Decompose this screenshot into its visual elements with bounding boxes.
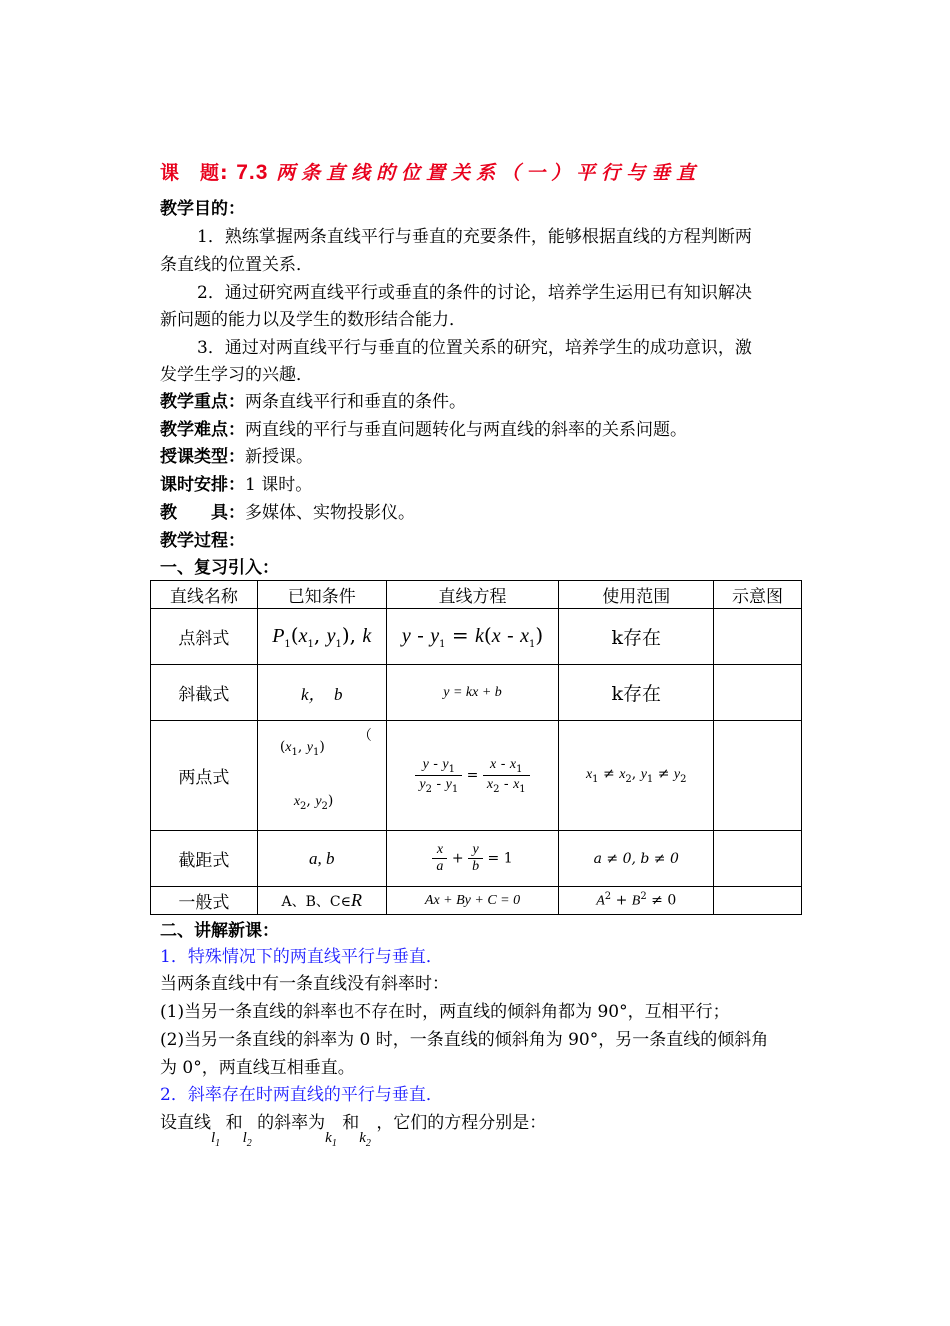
teaching-tools [160,502,415,524]
teaching-tools-label: 教 具： [160,503,245,523]
section-1-para-3b: 为 0°，两直线互相垂直。 [160,1058,355,1078]
row-equation: $\frac{y - y_1}{y_2 - y_1}$ = $\frac{x - x_1}{x_2 - x_1}$ [386,721,559,831]
open-paren: （ [357,728,372,744]
row-condition: ($x_1$, $y_1$) （ $x_2$, $y_2$) [257,721,386,831]
section-1-para-1: 当两条直线中有一条直线没有斜率时： [160,974,449,994]
row-condition [257,887,386,915]
row-equation: $y - y_1 = k(x - x_1)$ [386,609,559,665]
difficult-point [160,419,687,441]
header-cell: 直线方程 [386,581,559,609]
key-point-label: 教学重点： [160,392,245,412]
text-fragment: 和 [225,1113,243,1133]
text-fragment: 和 [342,1113,360,1133]
lesson-type [160,446,313,468]
row-range: $x_1 \ne x_2$, $y_1 \ne y_2$ [559,721,714,831]
text-fragment: 的斜率为 [257,1113,326,1133]
real-set-symbol: R [350,890,362,910]
objective-1-line-1: 1．熟练掌握两条直线平行与垂直的充要条件，能够根据直线的方程判断两 [197,227,752,247]
key-point-text: 两条直线平行和垂直的条件。 [245,392,466,412]
row-diagram [714,665,802,721]
header-cell: 已知条件 [257,581,386,609]
review-heading: 一、复习引入： [160,558,279,578]
text-fragment: 设直线 [160,1113,211,1133]
row-diagram [714,609,802,665]
row-diagram [714,887,802,915]
row-range: $A^2 + B^2 \ne 0$ [559,887,714,915]
lesson-title [160,158,701,185]
title-code: 7.3 [236,161,269,184]
row-condition: k， b [257,665,386,721]
table-header-row [151,581,802,609]
difficult-point-text: 两直线的平行与垂直问题转化与两直线的斜率的关系问题。 [245,420,687,440]
section-2-title: 2．斜率存在时两直线的平行与垂直． [160,1085,443,1105]
row-condition: $P_1(x_1$, $y_1$), k [257,609,386,665]
table-row [151,887,802,915]
lesson-type-label: 授课类型： [160,447,245,467]
objective-3-line-2: 发学生学习的兴趣． [160,365,313,385]
key-point [160,391,466,413]
objective-2-line-1: 2．通过研究两直线平行或垂直的条件的讨论，培养学生运用已有知识解决 [197,283,752,303]
row-diagram [714,831,802,887]
objective-2-line-2: 新问题的能力以及学生的数形结合能力． [160,310,466,330]
row-equation: Ax + By + C = 0 [386,887,559,915]
objective-3-line-1: 3．通过对两直线平行与垂直的位置关系的研究，培养学生的成功意识，激 [197,338,752,358]
header-cell: 直线名称 [151,581,258,609]
new-lesson-heading: 二、讲解新课： [160,921,279,941]
row-condition-text: A、B、C∈ [281,894,351,910]
row-diagram [714,721,802,831]
row-name: 两点式 [151,721,258,831]
table-row [151,609,802,665]
lesson-type-text: 新授课。 [245,447,313,467]
header-cell: 示意图 [714,581,802,609]
process-heading: 教学过程： [160,531,245,551]
section-2-para-1: 设直线$l_1$ 和$l_2$ 的斜率为$k_1$ 和$k_2$ ，它们的方程分别是： [160,1113,547,1149]
row-name: 一般式 [151,887,258,915]
lesson-time-text: 1 课时。 [245,475,313,495]
table-row [151,721,802,831]
table-row [151,665,802,721]
header-cell: 使用范围 [559,581,714,609]
objective-1-line-2: 条直线的位置关系． [160,255,313,275]
lesson-time [160,474,312,496]
difficult-point-label: 教学难点： [160,420,245,440]
section-1-title: 1．特殊情况下的两直线平行与垂直． [160,947,443,967]
row-equation: $\frac{x}{a}$ + $\frac{y}{b}$ = 1 [386,831,559,887]
objectives-heading: 教学目的： [160,199,245,219]
lesson-time-label: 课时安排： [160,475,245,495]
title-main: 两条直线的位置关系（一）平行与垂直 [276,162,702,184]
row-name: 点斜式 [151,609,258,665]
table-row [151,831,802,887]
title-label: 课 题: [160,162,229,184]
row-condition: a, b [257,831,386,887]
section-1-para-2: (1)当另一条直线的斜率也不存在时，两直线的倾斜角都为 90°，互相平行； [160,1002,730,1022]
text-fragment: ，它们的方程分别是： [376,1113,547,1133]
line-equation-table [150,580,802,915]
row-name: 截距式 [151,831,258,887]
row-range: k存在 [559,665,714,721]
row-equation: y = kx + b [386,665,559,721]
row-name: 斜截式 [151,665,258,721]
row-range: a ≠ 0, b ≠ 0 [559,831,714,887]
teaching-tools-text: 多媒体、实物投影仪。 [245,503,415,523]
section-1-para-3a: (2)当另一条直线的斜率为 0 时，一条直线的倾斜角为 90°，另一条直线的倾斜角 [160,1030,769,1050]
row-range: k存在 [559,609,714,665]
